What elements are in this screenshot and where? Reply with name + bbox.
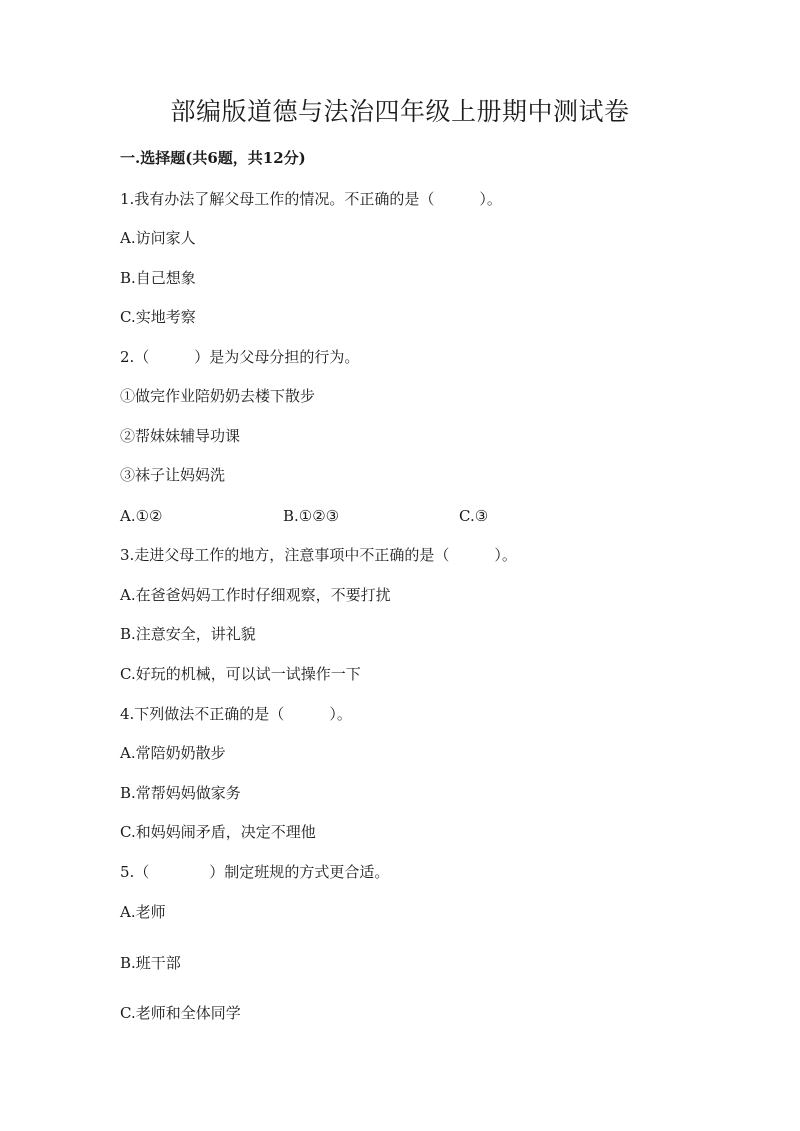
question-3-option-a: A.在爸爸妈妈工作时仔细观察，不要打扰 bbox=[120, 586, 391, 604]
question-1-option-c: C.实地考察 bbox=[120, 308, 196, 326]
question-3-stem: 3.走进父母工作的地方，注意事项中不正确的是（ ）。 bbox=[120, 546, 517, 564]
question-1-option-b: B.自己想象 bbox=[120, 269, 196, 287]
question-1-option-a: A.访问家人 bbox=[120, 229, 196, 247]
question-2-statement-3: ③袜子让妈妈洗 bbox=[120, 466, 226, 484]
question-2-option-b: B.①②③ bbox=[283, 507, 340, 525]
question-5-option-a: A.老师 bbox=[120, 903, 166, 921]
question-4-option-a: A.常陪奶奶散步 bbox=[120, 744, 226, 762]
question-4-stem: 4.下列做法不正确的是（ ）。 bbox=[120, 705, 352, 723]
question-2-option-a: A.①② bbox=[120, 507, 163, 525]
question-2-statement-2: ②帮妹妹辅导功课 bbox=[120, 427, 241, 445]
question-2-option-c: C.③ bbox=[459, 507, 489, 525]
page-title: 部编版道德与法治四年级上册期中测试卷 bbox=[170, 97, 630, 126]
question-1-stem: 1.我有办法了解父母工作的情况。不正确的是（ ）。 bbox=[120, 190, 502, 208]
question-2-stem: 2.（ ）是为父母分担的行为。 bbox=[120, 348, 360, 366]
question-4-option-c: C.和妈妈闹矛盾，决定不理他 bbox=[120, 823, 316, 841]
question-5-option-b: B.班干部 bbox=[120, 954, 181, 972]
question-5-option-c: C.老师和全体同学 bbox=[120, 1004, 241, 1022]
question-5-stem: 5.（ ）制定班规的方式更合适。 bbox=[120, 863, 390, 881]
section-heading: 一.选择题(共6题，共12分) bbox=[120, 149, 306, 167]
question-2-statement-1: ①做完作业陪奶奶去楼下散步 bbox=[120, 387, 316, 405]
question-4-option-b: B.常帮妈妈做家务 bbox=[120, 784, 241, 802]
question-3-option-c: C.好玩的机械，可以试一试操作一下 bbox=[120, 665, 361, 683]
question-3-option-b: B.注意安全，讲礼貌 bbox=[120, 625, 256, 643]
